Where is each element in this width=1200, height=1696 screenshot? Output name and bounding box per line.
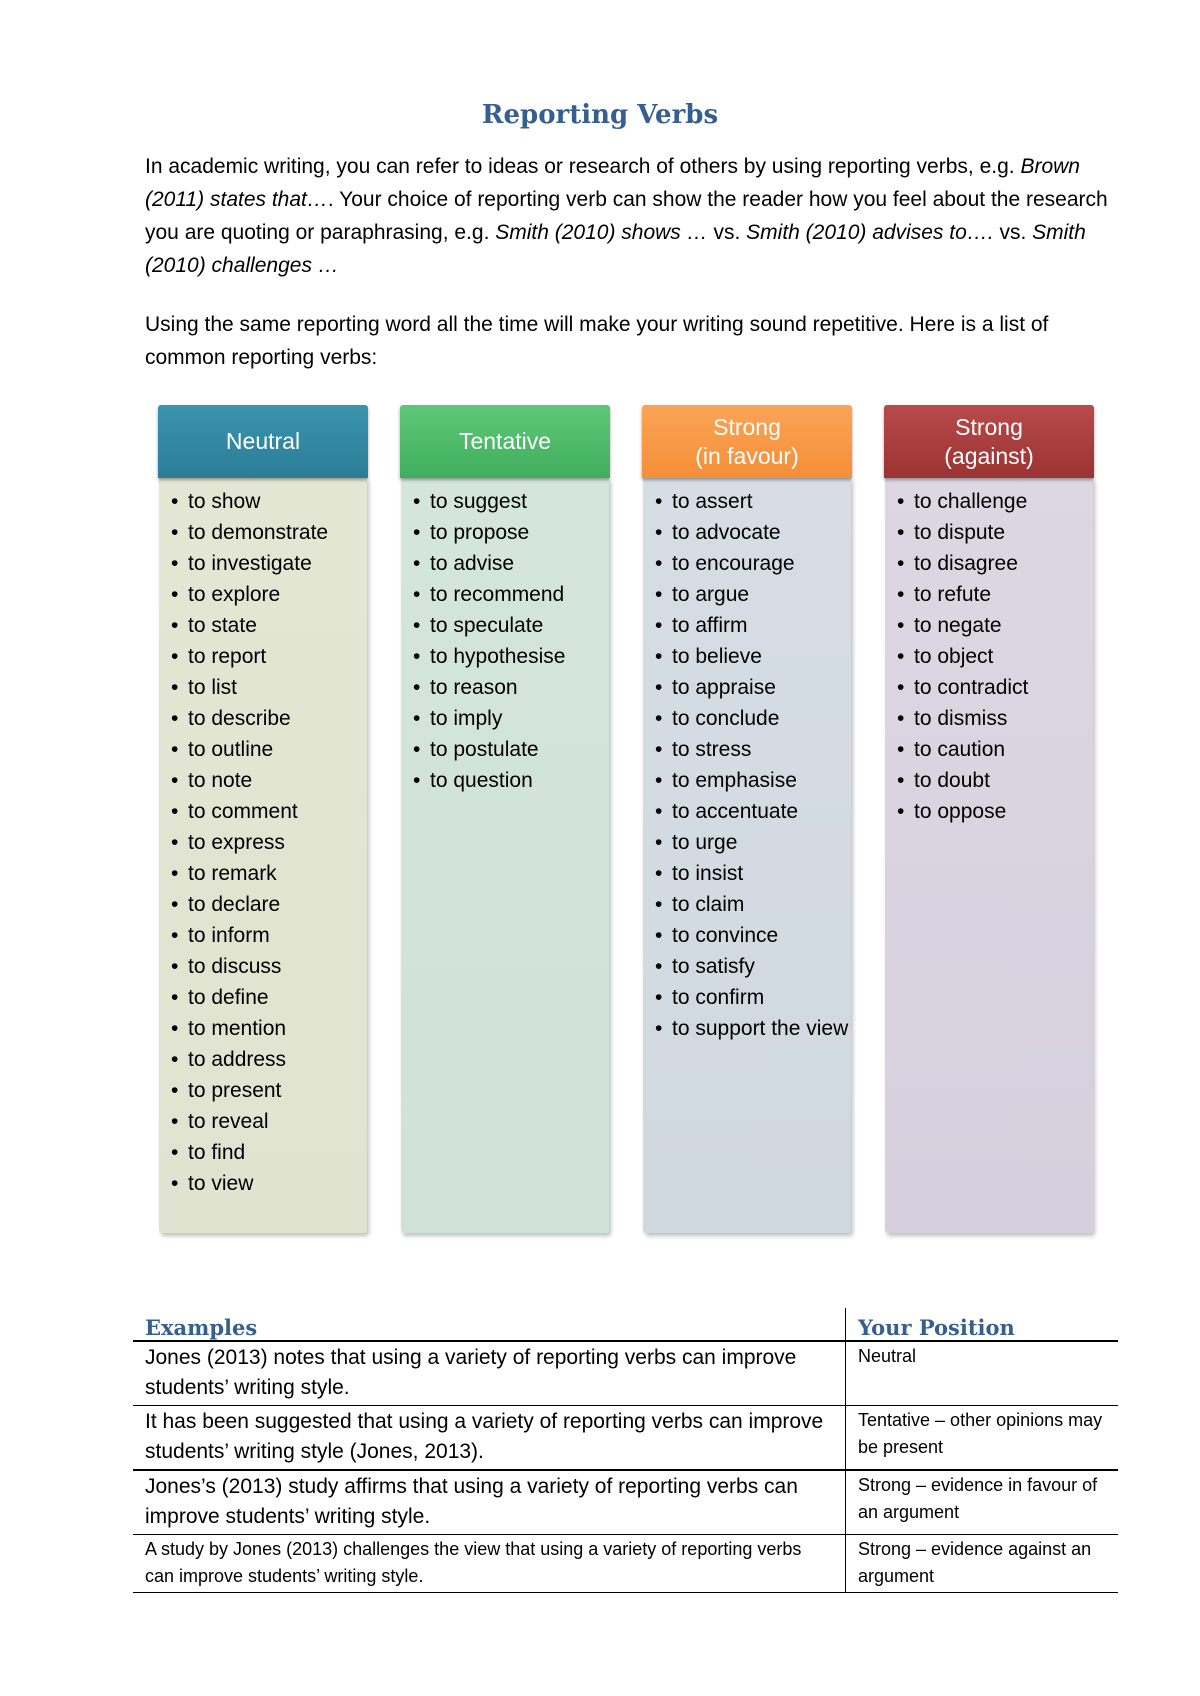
- verb-item: • to list: [171, 672, 367, 703]
- verb-item: • to express: [171, 827, 367, 858]
- strong-against-heading-line2: (against): [944, 442, 1034, 469]
- verb-item: • to challenge: [897, 486, 1093, 517]
- intro-text: In academic writing, you can refer to ideas or research of others by using reporting verbs, e.g.: [145, 155, 1021, 178]
- verb-item: • to urge: [655, 827, 851, 858]
- verb-item: • to doubt: [897, 765, 1093, 796]
- neutral-heading-label: Neutral: [225, 428, 301, 454]
- verb-item: • to support the view: [655, 1016, 851, 1042]
- verb-item: • to convince: [655, 920, 851, 951]
- position-cell: Neutral: [846, 1341, 1119, 1406]
- neutral-column: [158, 405, 368, 1233]
- verb-item: • to stress: [655, 734, 851, 765]
- neutral-verb-list: [171, 486, 367, 1199]
- verb-item: • to imply: [413, 703, 609, 734]
- verb-item: • to find: [171, 1137, 367, 1168]
- verb-item: • to propose: [413, 517, 609, 548]
- tentative-heading-label: Tentative: [458, 428, 552, 454]
- list-intro-paragraph: Using the same reporting word all the time will make your writing sound repetitive. Here is a list of common reporting verbs:: [145, 313, 1049, 369]
- verb-item: • to show: [171, 486, 367, 517]
- verb-item: • to conclude: [655, 703, 851, 734]
- verb-item: • to outline: [171, 734, 367, 765]
- verb-item: • to explore: [171, 579, 367, 610]
- table-row: [133, 1470, 1118, 1535]
- verb-item: • to reveal: [171, 1106, 367, 1137]
- verb-item: • to disagree: [897, 548, 1093, 579]
- verb-item: • to insist: [655, 858, 851, 889]
- verb-item: • to investigate: [171, 548, 367, 579]
- intro-example-advises: Smith (2010) advises to….: [746, 221, 994, 244]
- verb-item: • to declare: [171, 889, 367, 920]
- intro-example-shows: Smith (2010) shows …: [495, 221, 708, 244]
- strong-favour-verb-list: [655, 486, 851, 1042]
- tentative-verb-list: [413, 486, 609, 796]
- verb-item: • to postulate: [413, 734, 609, 765]
- position-cell: Strong – evidence in favour of an argument: [846, 1470, 1119, 1535]
- verb-item: • to report: [171, 641, 367, 672]
- table-row: [133, 1341, 1118, 1406]
- strong-against-column: [884, 405, 1094, 1233]
- verb-item: • to emphasise: [655, 765, 851, 796]
- verb-item: • to mention: [171, 1013, 367, 1044]
- verb-item: • to speculate: [413, 610, 609, 641]
- tentative-heading: [400, 405, 610, 478]
- tentative-list-box: [401, 478, 609, 1233]
- verb-item: • to state: [171, 610, 367, 641]
- strong-favour-column: [642, 405, 852, 1233]
- verb-item: • to describe: [171, 703, 367, 734]
- intro-text: vs.: [993, 221, 1033, 244]
- verb-item: • to accentuate: [655, 796, 851, 827]
- verb-item: • to question: [413, 765, 609, 796]
- verb-item: • to affirm: [655, 610, 851, 641]
- strong-against-list-box: [885, 478, 1093, 1233]
- verb-item: • to oppose: [897, 796, 1093, 827]
- intro-text: . Your choice of reporting verb can show the reader how you feel about the research you are quoting or paraphrasing, e.g.: [145, 188, 1108, 244]
- verb-item: • to advocate: [655, 517, 851, 548]
- tentative-column: [400, 405, 610, 1233]
- verb-item: • to believe: [655, 641, 851, 672]
- verb-item: • to demonstrate: [171, 517, 367, 548]
- page-title: Reporting Verbs: [481, 100, 719, 130]
- verb-item: • to recommend: [413, 579, 609, 610]
- verb-item: • to confirm: [655, 982, 851, 1013]
- verb-item: • to address: [171, 1044, 367, 1075]
- table-row: [133, 1406, 1118, 1471]
- neutral-heading: [158, 405, 368, 478]
- example-cell: Jones (2013) notes that using a variety of reporting verbs can improve students’ writing style.: [133, 1341, 846, 1406]
- verb-item: • to define: [171, 982, 367, 1013]
- verb-item: • to object: [897, 641, 1093, 672]
- verb-item: • to claim: [655, 889, 851, 920]
- intro-paragraph: [145, 150, 1115, 282]
- example-cell: It has been suggested that using a variety of reporting verbs can improve students’ writing style (Jones, 2013).: [133, 1406, 846, 1471]
- verb-item: • to suggest: [413, 486, 609, 517]
- verb-item: • to advise: [413, 548, 609, 579]
- example-cell: A study by Jones (2013) challenges the view that using a variety of reporting verbs can improve students’ writing style.: [133, 1535, 846, 1593]
- verb-item: • to remark: [171, 858, 367, 889]
- examples-table: [133, 1308, 1118, 1593]
- verb-item: • to argue: [655, 579, 851, 610]
- position-cell: Tentative – other opinions may be present: [846, 1406, 1119, 1471]
- verb-item: • to view: [171, 1168, 367, 1199]
- verb-item: • to negate: [897, 610, 1093, 641]
- verb-item: • to note: [171, 765, 367, 796]
- verb-item: • to refute: [897, 579, 1093, 610]
- verb-item: • to caution: [897, 734, 1093, 765]
- verb-item: • to comment: [171, 796, 367, 827]
- verb-item: • to dispute: [897, 517, 1093, 548]
- neutral-list-box: [159, 478, 367, 1233]
- verb-item: • to assert: [655, 486, 851, 517]
- examples-column-header: Examples: [133, 1308, 846, 1341]
- verb-item: • to present: [171, 1075, 367, 1106]
- strong-against-verb-list: [897, 486, 1093, 827]
- intro-text: vs.: [707, 221, 747, 244]
- strong-against-heading-line1: Strong: [955, 413, 1023, 440]
- example-cell: Jones’s (2013) study affirms that using a variety of reporting verbs can improve students’ writing style.: [133, 1470, 846, 1535]
- table-header-row: [133, 1308, 1118, 1341]
- strong-favour-heading-line2: (in favour): [695, 442, 799, 469]
- intro-example-brown: Brown (2011) states that…: [145, 155, 1080, 211]
- verb-item: • to inform: [171, 920, 367, 951]
- verb-item: • to dismiss: [897, 703, 1093, 734]
- strong-favour-heading: [642, 405, 852, 478]
- verb-item: • to appraise: [655, 672, 851, 703]
- strong-favour-heading-line1: Strong: [713, 413, 781, 440]
- table-row: [133, 1535, 1118, 1593]
- verb-item: • to contradict: [897, 672, 1093, 703]
- position-cell: Strong – evidence against an argument: [846, 1535, 1119, 1593]
- strong-favour-list-box: [643, 478, 851, 1233]
- verb-item: • to hypothesise: [413, 641, 609, 672]
- verb-item: • to satisfy: [655, 951, 851, 982]
- verb-item: • to encourage: [655, 548, 851, 579]
- intro-example-challenges: Smith (2010) challenges …: [145, 221, 1086, 277]
- strong-against-heading: [884, 405, 1094, 478]
- verb-item: • to reason: [413, 672, 609, 703]
- position-column-header: Your Position: [846, 1308, 1119, 1341]
- verb-item: • to discuss: [171, 951, 367, 982]
